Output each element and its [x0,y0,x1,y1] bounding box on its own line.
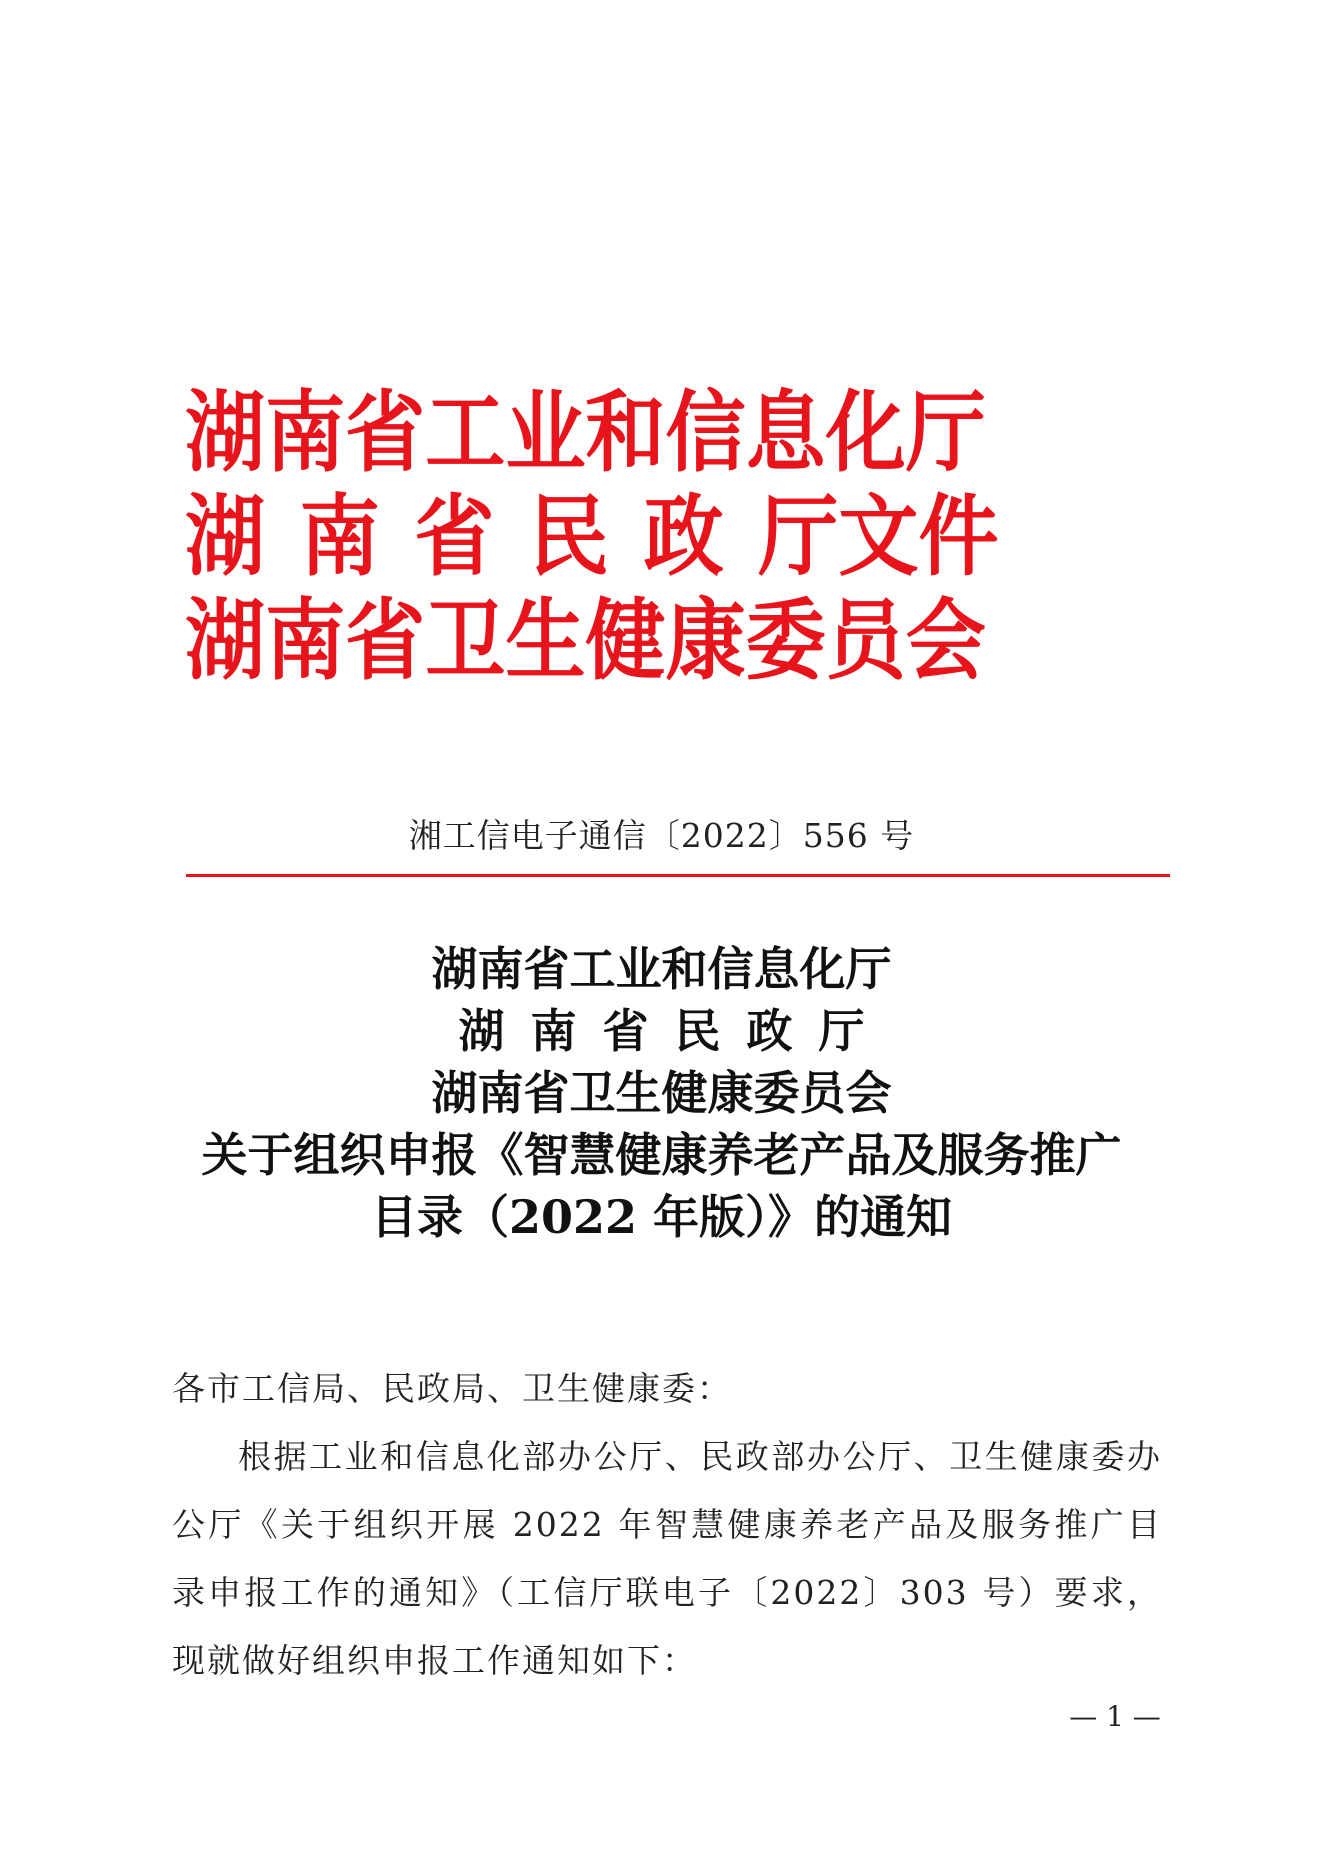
addressee: 各市工信局、民政局、卫生健康委： [172,1369,732,1408]
red-divider-line [186,874,1170,877]
title-line-3: 湖南省卫生健康委员会 [431,1066,892,1120]
issuing-authority-header [185,380,1175,692]
header-line-2-suffix: 厅文件 [758,484,999,588]
document-body [172,1355,1162,1695]
header-line-1: 湖南省工业和信息化厅 [185,380,986,484]
header-line-2-char: 民 [528,484,610,588]
body-paragraph: 根据工业和信息化部办公厅、民政部办公厅、卫生健康委办公厅《关于组织开展 2022 年智慧健康养老产品及服务推广目录申报工作的通知》（工信厅联电子〔2022〕303 号）要求，现就做好组织申报工作通知如下： [172,1437,1162,1680]
title-line-4: 关于组织申报《智慧健康养老产品及服务推广 [201,1128,1122,1182]
header-line-2-char: 南 [299,484,380,588]
page-number: — 1 — [1069,1700,1161,1733]
header-line-2 [185,484,1086,588]
document-number: 湘工信电子通信〔2022〕556 号 [408,816,915,855]
title-line-1: 湖南省工业和信息化厅 [431,942,892,996]
header-line-2-char: 省 [414,484,495,588]
header-line-2-char: 湖 [185,484,266,588]
title-line-2: 湖南省民政厅 [458,1004,891,1058]
title-line-5: 目录（2022 年版）》的通知 [370,1190,953,1244]
header-line-2-char: 政 [643,484,724,588]
header-line-3: 湖南省卫生健康委员会 [185,588,986,692]
document-title [0,938,1323,1248]
